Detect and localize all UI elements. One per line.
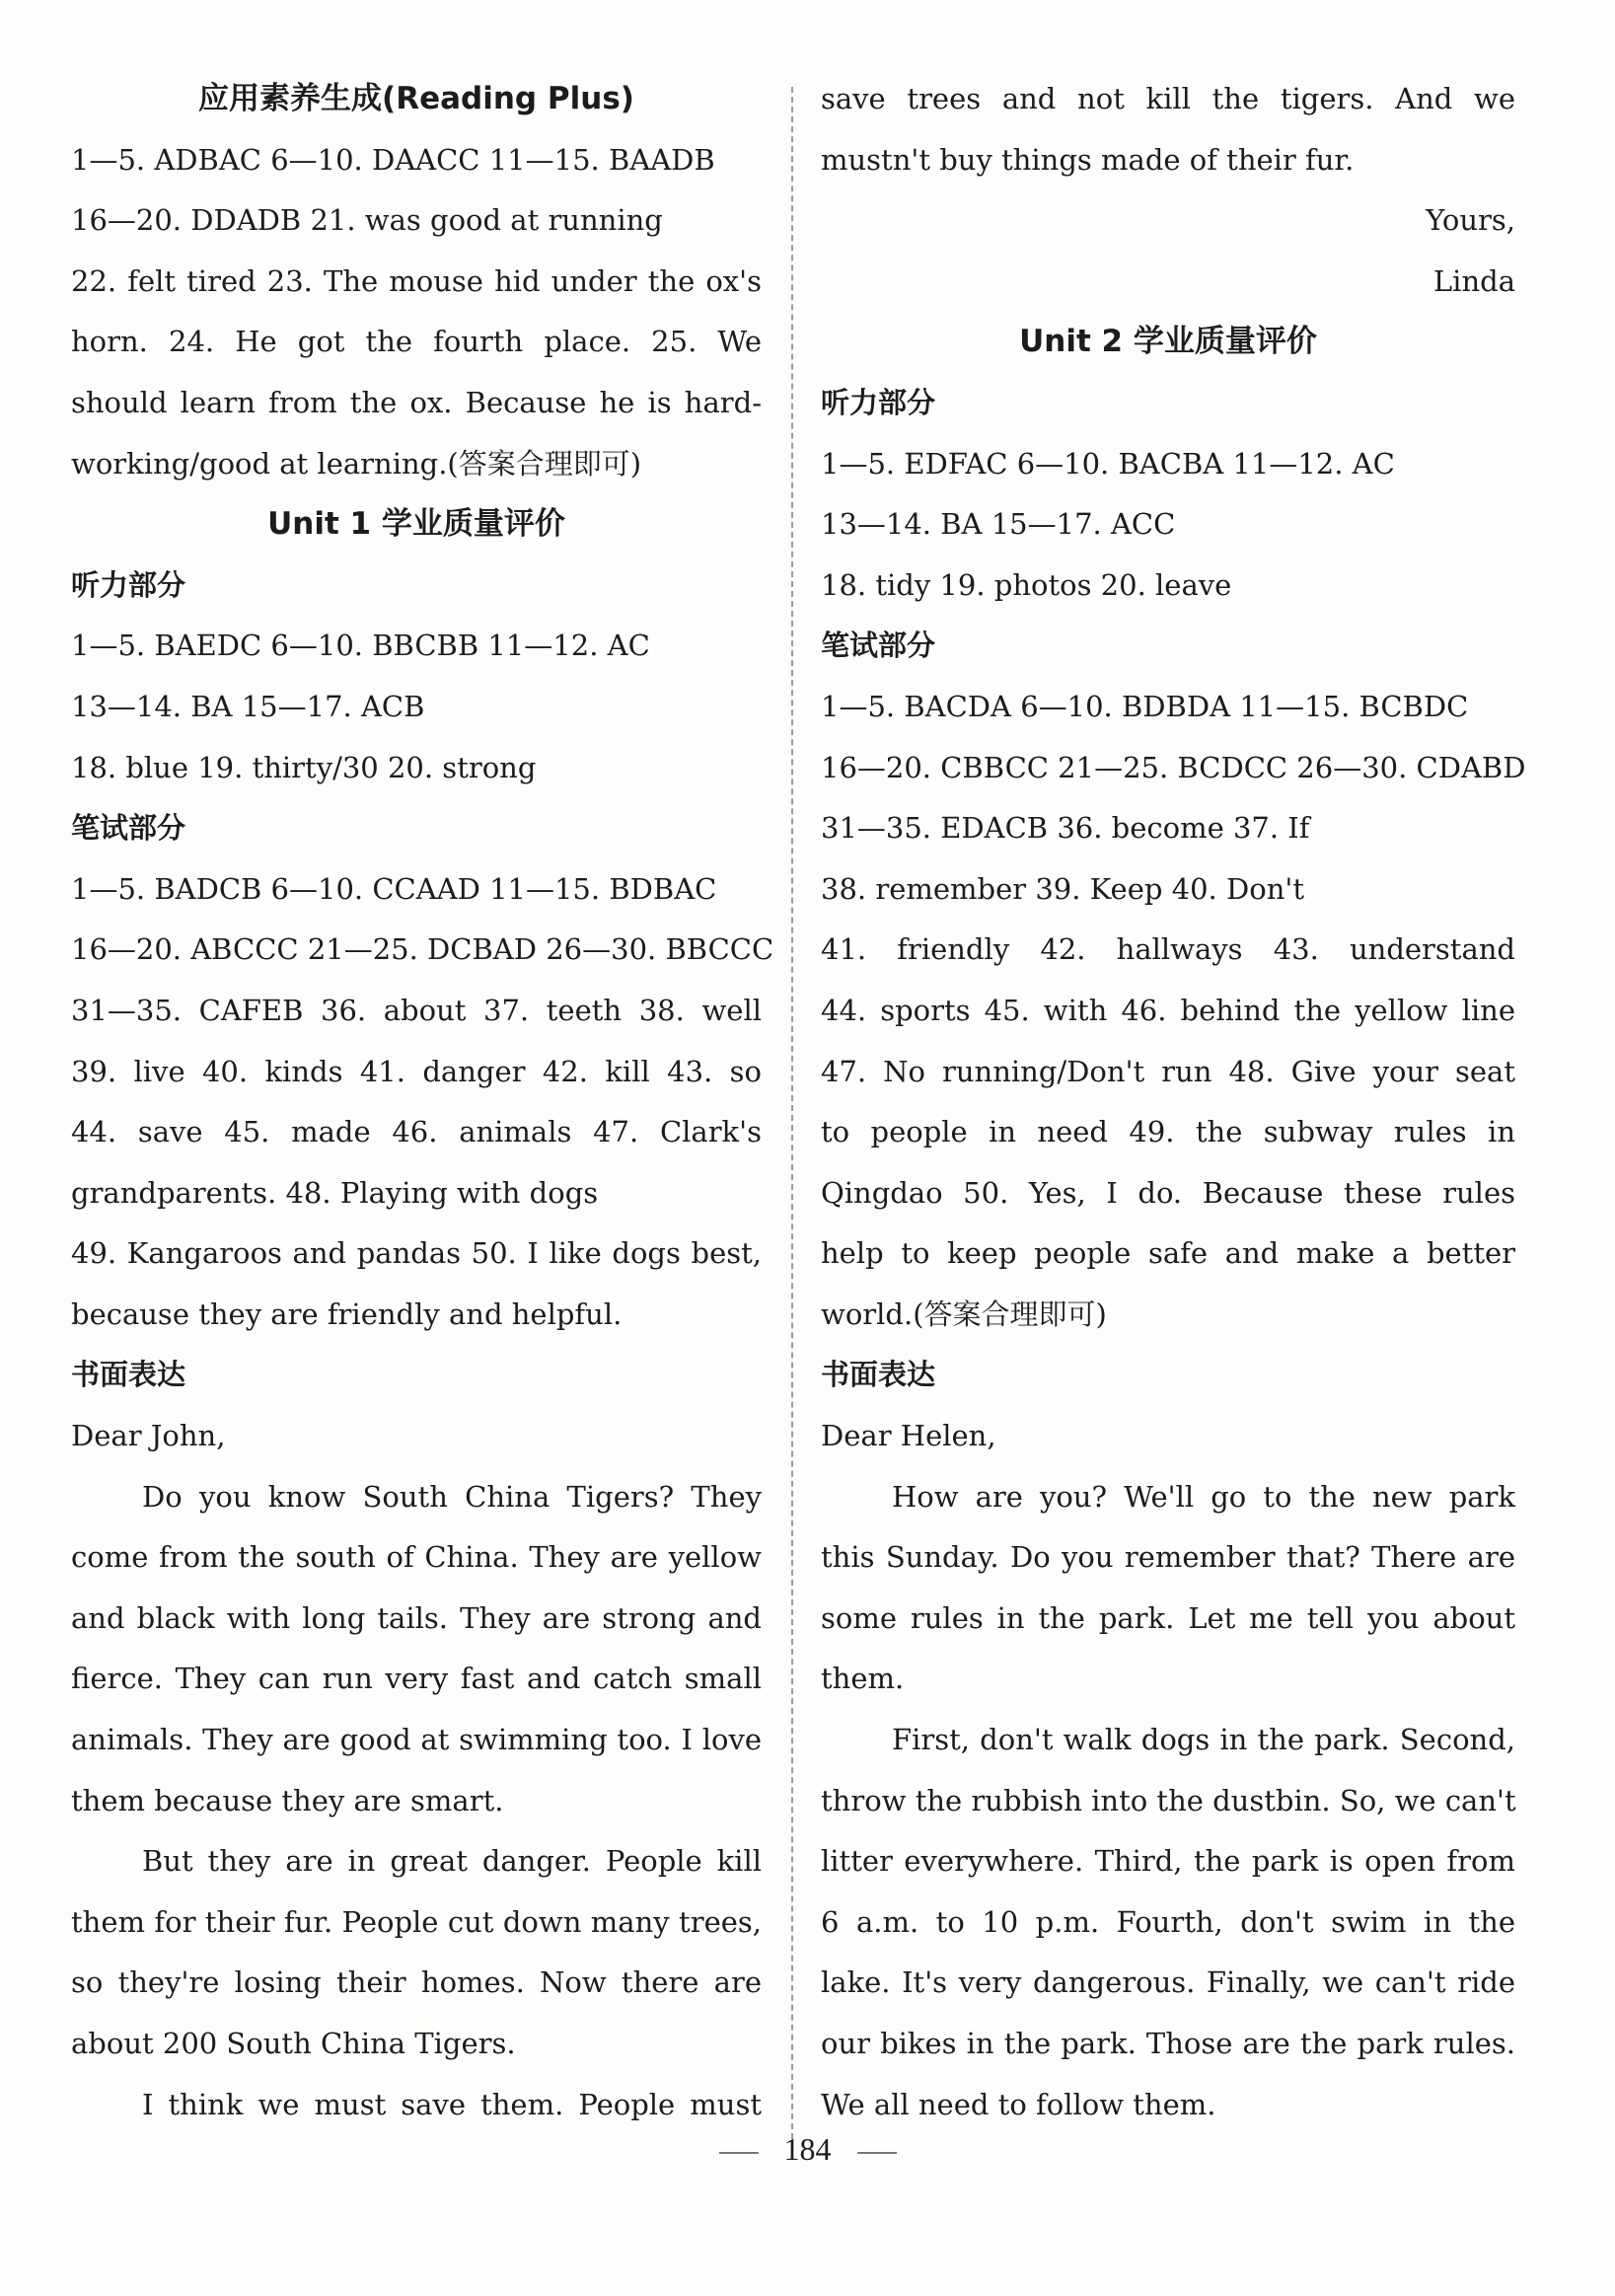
right-column-line: some rules in the park. Let me tell you about bbox=[821, 1600, 1515, 1635]
left-column-line: 13—14. BA 15—17. ACB bbox=[71, 689, 425, 723]
right-column-line: 44. sports 45. with 46. behind the yellow line bbox=[821, 993, 1515, 1027]
right-column-line: world.(答案合理即可) bbox=[821, 1296, 1107, 1331]
left-column-line: 39. live 40. kinds 41. danger 42. kill 43. so bbox=[71, 1054, 762, 1088]
left-column-line: so they're losing their homes. Now there are bbox=[71, 1965, 762, 2000]
left-column-line: 16—20. ABCCC 21—25. DCBAD 26—30. BBCCC bbox=[71, 932, 774, 967]
right-column-line: save trees and not kill the tigers. And we bbox=[821, 82, 1515, 115]
right-column-line: Linda bbox=[1432, 263, 1515, 298]
left-column-line: come from the south of China. They are yellow bbox=[71, 1540, 762, 1575]
left-column-line: grandparents. 48. Playing with dogs bbox=[71, 1175, 599, 1210]
left-column-line: 16—20. DDADB 21. was good at running bbox=[71, 203, 663, 238]
right-column-line: lake. It's very dangerous. Finally, we can't ride bbox=[821, 1965, 1515, 2000]
page-footer bbox=[0, 2129, 1615, 2169]
right-column-line: 书面表达 bbox=[821, 1358, 936, 1392]
left-column-line: 听力部分 bbox=[71, 567, 186, 602]
left-column-line: 应用素养生成(Reading Plus) bbox=[198, 81, 634, 116]
right-column-line: 听力部分 bbox=[821, 385, 936, 419]
left-column-line: 书面表达 bbox=[71, 1358, 186, 1392]
footer-dash-right bbox=[857, 2152, 897, 2154]
left-column-line: Unit 1 学业质量评价 bbox=[267, 506, 565, 543]
right-column-line: 31—35. EDACB 36. become 37. If bbox=[821, 811, 1310, 846]
left-column-line: 44. save 45. made 46. animals 47. Clark's bbox=[71, 1115, 762, 1149]
right-column-line: 6 a.m. to 10 p.m. Fourth, don't swim in the bbox=[821, 1904, 1515, 1939]
page-number: 184 bbox=[783, 2131, 832, 2167]
left-column-line: 1—5. BAEDC 6—10. BBCBB 11—12. AC bbox=[71, 629, 650, 663]
left-column-line: them for their fur. People cut down many trees, bbox=[71, 1904, 762, 1939]
right-column-line: to people in need 49. the subway rules in bbox=[821, 1115, 1515, 1149]
left-column-line: 49. Kangaroos and pandas 50. I like dogs best, bbox=[71, 1236, 762, 1271]
left-column-line: about 200 South China Tigers. bbox=[71, 2027, 516, 2060]
left-column-line: horn. 24. He got the fourth place. 25. We bbox=[71, 325, 762, 359]
left-column-line: I think we must save them. People must bbox=[142, 2087, 762, 2121]
left-column-line: animals. They are good at swimming too. I love bbox=[71, 1723, 762, 1757]
right-column-line: help to keep people safe and make a better bbox=[821, 1236, 1515, 1271]
left-column-line: 31—35. CAFEB 36. about 37. teeth 38. well bbox=[71, 993, 762, 1027]
left-column-line: 1—5. BADCB 6—10. CCAAD 11—15. BDBAC bbox=[71, 871, 717, 906]
right-column-line: 13—14. BA 15—17. ACC bbox=[821, 507, 1176, 542]
left-column-line: But they are in great danger. People kill bbox=[142, 1844, 762, 1879]
column-divider bbox=[791, 87, 793, 2139]
right-column-line: 16—20. CBBCC 21—25. BCDCC 26—30. CDABD bbox=[821, 750, 1526, 784]
right-column-line: Unit 2 学业质量评价 bbox=[1019, 324, 1317, 360]
footer-dash-left bbox=[719, 2152, 759, 2154]
left-column-line: because they are friendly and helpful. bbox=[71, 1296, 623, 1331]
left-column bbox=[71, 69, 774, 2135]
right-column-line: mustn't buy things made of their fur. bbox=[821, 142, 1355, 177]
right-column-line: throw the rubbish into the dustbin. So, we can't bbox=[821, 1783, 1516, 1817]
right-column-line: 18. tidy 19. photos 20. leave bbox=[821, 567, 1232, 602]
left-column-line: 笔试部分 bbox=[71, 811, 186, 846]
right-column-line: 笔试部分 bbox=[821, 629, 936, 663]
right-column-line: our bikes in the park. Those are the park rules. bbox=[821, 2027, 1515, 2060]
right-column-line: 41. friendly 42. hallways 43. understand bbox=[821, 932, 1515, 967]
right-column-line: 38. remember 39. Keep 40. Don't bbox=[821, 871, 1305, 906]
right-column-line: 1—5. BACDA 6—10. BDBDA 11—15. BCBDC bbox=[821, 689, 1469, 723]
right-column-line: Yours, bbox=[1426, 203, 1515, 238]
right-column-line: litter everywhere. Third, the park is open from bbox=[821, 1844, 1515, 1879]
left-column-line: working/good at learning.(答案合理即可) bbox=[71, 446, 642, 481]
right-column-line: Dear Helen, bbox=[821, 1419, 996, 1453]
right-column bbox=[821, 69, 1526, 2135]
left-column-line: should learn from the ox. Because he is hard- bbox=[71, 385, 762, 419]
right-column-line: First, don't walk dogs in the park. Second, bbox=[892, 1723, 1515, 1757]
left-column-line: them because they are smart. bbox=[71, 1783, 504, 1817]
left-column-line: 22. felt tired 23. The mouse hid under the ox's bbox=[71, 263, 762, 298]
right-column-line: Qingdao 50. Yes, I do. Because these rules bbox=[821, 1175, 1515, 1210]
right-column-line: them. bbox=[821, 1662, 905, 1696]
right-column-line: this Sunday. Do you remember that? There are bbox=[821, 1540, 1515, 1575]
left-column-line: and black with long tails. They are strong and bbox=[71, 1600, 762, 1635]
right-column-line: 47. No running/Don't run 48. Give your seat bbox=[821, 1054, 1515, 1088]
right-column-line: We all need to follow them. bbox=[821, 2087, 1216, 2121]
left-column-line: Do you know South China Tigers? They bbox=[142, 1479, 762, 1514]
left-column-line: Dear John, bbox=[71, 1419, 226, 1453]
left-column-line: fierce. They can run very fast and catch small bbox=[71, 1662, 762, 1696]
right-column-line: How are you? We'll go to the new park bbox=[892, 1479, 1515, 1514]
left-column-line: 18. blue 19. thirty/30 20. strong bbox=[71, 750, 537, 784]
right-column-line: 1—5. EDFAC 6—10. BACBA 11—12. AC bbox=[821, 446, 1395, 481]
left-column-line: 1—5. ADBAC 6—10. DAACC 11—15. BAADB bbox=[71, 142, 715, 177]
